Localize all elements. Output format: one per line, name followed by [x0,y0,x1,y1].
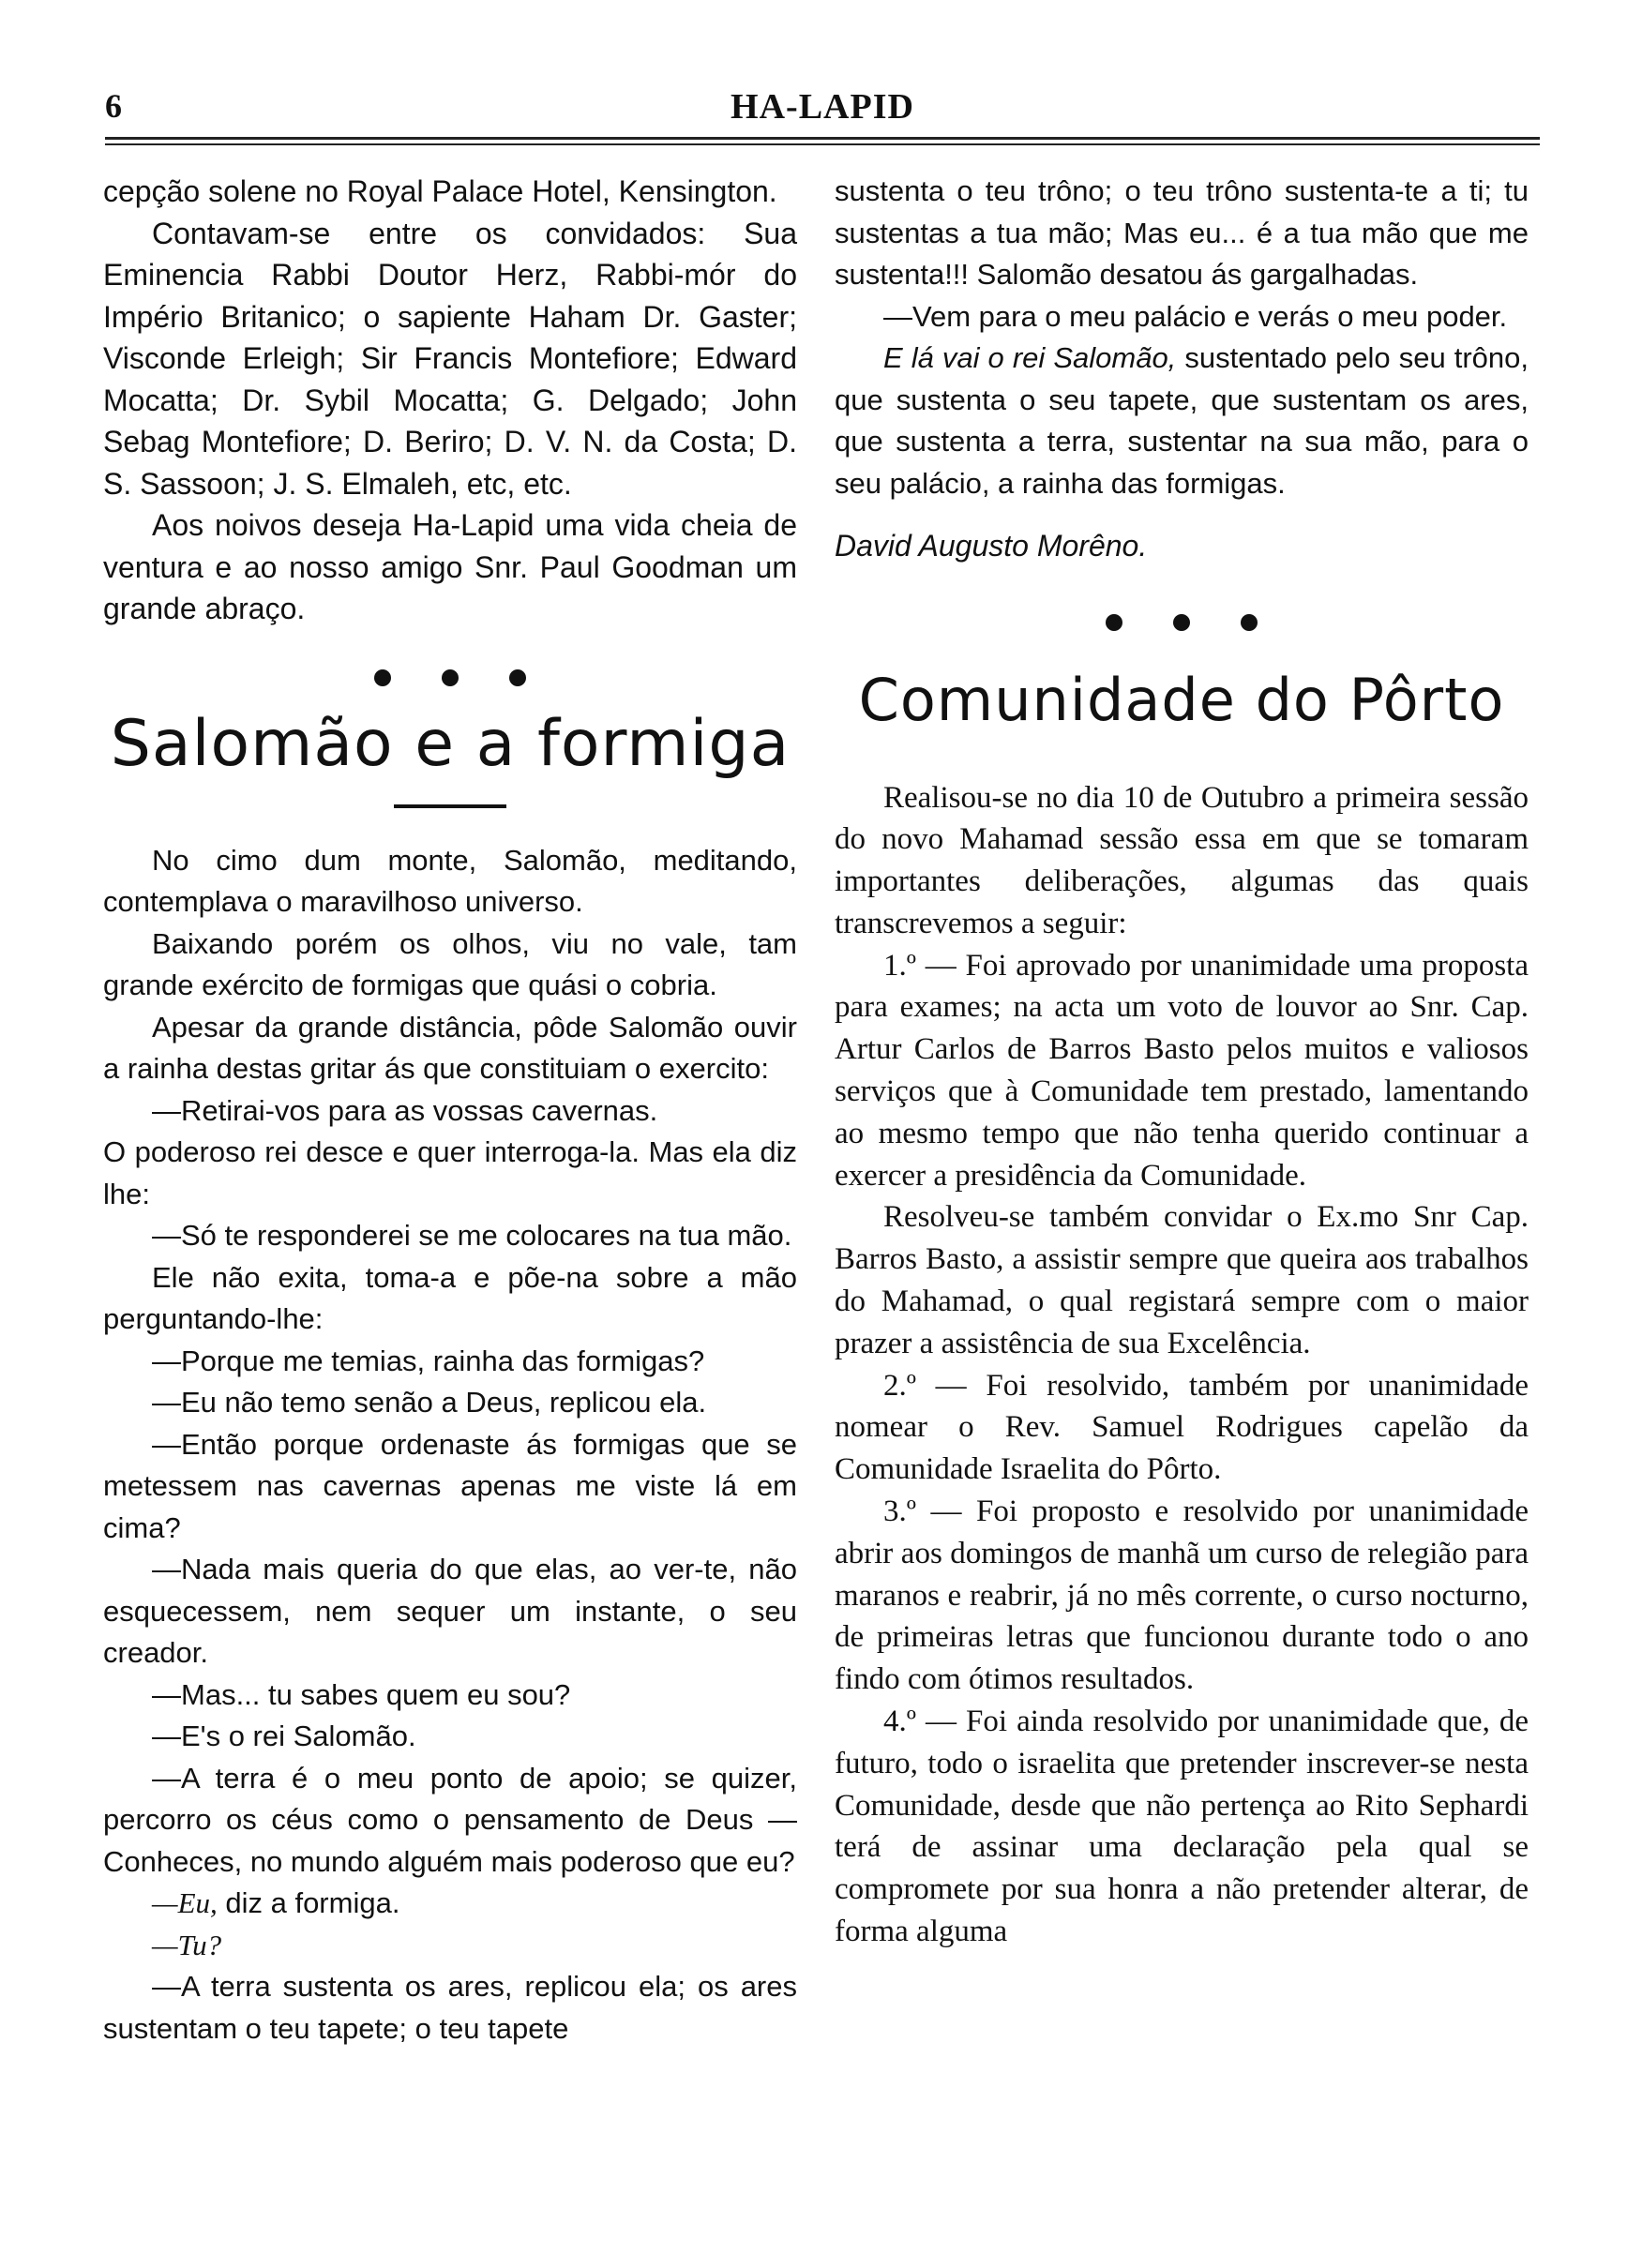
story-paragraph: Ele não exita, toma-a e põe-na sobre a mão perguntando-lhe: [103,1260,797,1335]
section-separator [103,654,797,701]
story-paragraph [103,1883,797,1925]
story-paragraph: —Porque me temias, rainha das formigas? [152,1344,705,1377]
section-separator [835,599,1529,646]
news-paragraph: 3.º — Foi proposto e resolvido por unanimidade abrir aos domingos de manhã um curso de relegião para maranos e reabrir, já no mês corrente, o curso nocturno, de primeiras letras que funcionou durante todo o ano findo com ótimos resultados. [835,1494,1529,1697]
story-italic: —Tu? [152,1928,222,1961]
intro-paragraph: Aos noivos deseja Ha-Lapid uma vida cheia de ventura e ao nosso amigo Snr. Paul Goodman um grande abraço. [103,508,797,625]
story-paragraph: —Vem para o meu palácio e verás o meu poder. [883,299,1508,333]
news-paragraph: 1.º — Foi aprovado por unanimidade uma proposta para exames; na acta um voto de louvor ao Snr. Cap. Artur Carlos de Barros Basto pelos muitos e valiosos serviços que à Comunidade tem prestado, lamentando ao mesmo tempo que não tenha querido continuar a exercer a presidência da Comunidade. [835,948,1529,1193]
story-paragraph: No cimo dum monte, Salomão, meditando, contemplava o maravilhoso universo. [103,843,797,918]
separator-dot [442,669,459,686]
story-paragraph [103,1925,797,1967]
story-paragraph: —Eu não temo senão a Deus, replicou ela. [152,1386,707,1419]
story-text: diz a formiga. [217,1886,400,1919]
story-paragraph: —Nada mais queria do que elas, ao ver-te, não esquecessem, nem sequer um instante, o seu creador. [103,1553,797,1669]
story-paragraph: O poderoso rei desce e quer interroga-la. Mas ela diz lhe: [103,1135,797,1210]
section-title-comunidade: Comunidade do Pôrto [858,665,1505,734]
news-paragraph: Realisou-se no dia 10 de Outubro a primeira sessão do novo Mahamad sessão essa em que se tomaram importantes deliberações, algumas das quais transcrevemos a seguir: [835,780,1529,940]
story-paragraph: Baixando porém os olhos, viu no vale, tam grande exército de formigas que quási o cobria. [103,926,797,1001]
right-column [835,171,1529,1953]
left-column [103,171,797,2050]
story-italic: —Eu, [152,1886,218,1919]
page-number: 6 [105,87,122,125]
story-paragraph: —Então porque ordenaste ás formigas que se metessem nas cavernas apenas me viste lá em cima? [103,1427,797,1544]
story-paragraph: —Mas... tu sabes quem eu sou? [152,1677,571,1711]
intro-paragraph: Contavam-se entre os convidados: Sua Eminencia Rabbi Doutor Herz, Rabbi-mór do Império Britanico; o sapiente Haham Dr. Gaster; Visconde Erleigh; Sir Francis Montefiore; Edward Mocatta; Dr. Sybil Mocatta; G. Delgado; John Sebag Montefiore; D. Beriro; D. V. N. da Costa; D. S. Sassoon; J. S. Elmaleh, etc, etc. [103,216,797,501]
header-rule-bottom [105,143,1540,145]
title-underline [394,804,506,808]
story-text: sustentado pelo seu trôno, que sustenta o seu tapete, que sustentam os ares, que sustenta a terra, sustentar na sua mão, para o seu palácio, a rainha das formigas. [835,341,1529,500]
intro-paragraph: cepção solene no Royal Palace Hotel, Kensington. [103,174,777,208]
story-paragraph: sustenta o teu trôno; o teu trôno sustenta-te a ti; tu sustentas a tua mão; Mas eu... é a tua mão que me sustenta!!! Salomão desatou ás gargalhadas. [835,174,1529,291]
section-title-salomao: Salomão e a formiga [110,706,791,781]
story-paragraph: —E's o rei Salomão. [152,1720,416,1752]
separator-dot [374,669,391,686]
story-paragraph: —Retirai-vos para as vossas cavernas. [152,1093,658,1127]
running-title: HA-LAPID [731,87,914,127]
story-paragraph [835,338,1529,504]
story-paragraph: —A terra é o meu ponto de apoio; se quizer, percorro os céus como o pensamento de Deus — Conheces, no mundo alguém mais poderoso que eu? [103,1761,797,1878]
separator-dot [509,669,526,686]
page-header [105,86,1540,143]
separator-dot [1173,614,1190,631]
news-paragraph: Resolveu-se também convidar o Ex.mo Snr Cap. Barros Basto, a assistir sempre que queira aos trabalhos do Mahamad, o qual registará sempre com o maior prazer a assistência de sua Excelência. [835,1200,1529,1360]
story-paragraph: —A terra sustenta os ares, replicou ela; os ares sustentam o teu tapete; o teu tapete [103,1970,797,2045]
story-paragraph: —Só te responderei se me colocares na tua mão. [152,1219,792,1252]
separator-dot [1241,614,1258,631]
news-paragraph: 4.º — Foi ainda resolvido por unanimidade que, de futuro, todo o israelita que pretender inscrever-se nesta Comunidade, desde que não pertença ao Rito Sephardi terá de assinar uma declaração pela qual se compromete por sua honra a não pretender alterar, de forma alguma [835,1705,1529,1949]
story-paragraph: Apesar da grande distância, pôde Salomão ouvir a rainha destas gritar ás que constituiam o exercito: [103,1010,797,1085]
news-paragraph: 2.º — Foi resolvido, também por unanimidade nomear o Rev. Samuel Rodrigues capelão da Comunidade Israelita do Pôrto. [835,1368,1529,1487]
separator-dot [1106,614,1122,631]
author-signature: David Augusto Morêno. [835,529,1148,563]
story-italic: E lá vai o rei Salomão, [883,341,1177,374]
header-rule-top [105,137,1540,140]
